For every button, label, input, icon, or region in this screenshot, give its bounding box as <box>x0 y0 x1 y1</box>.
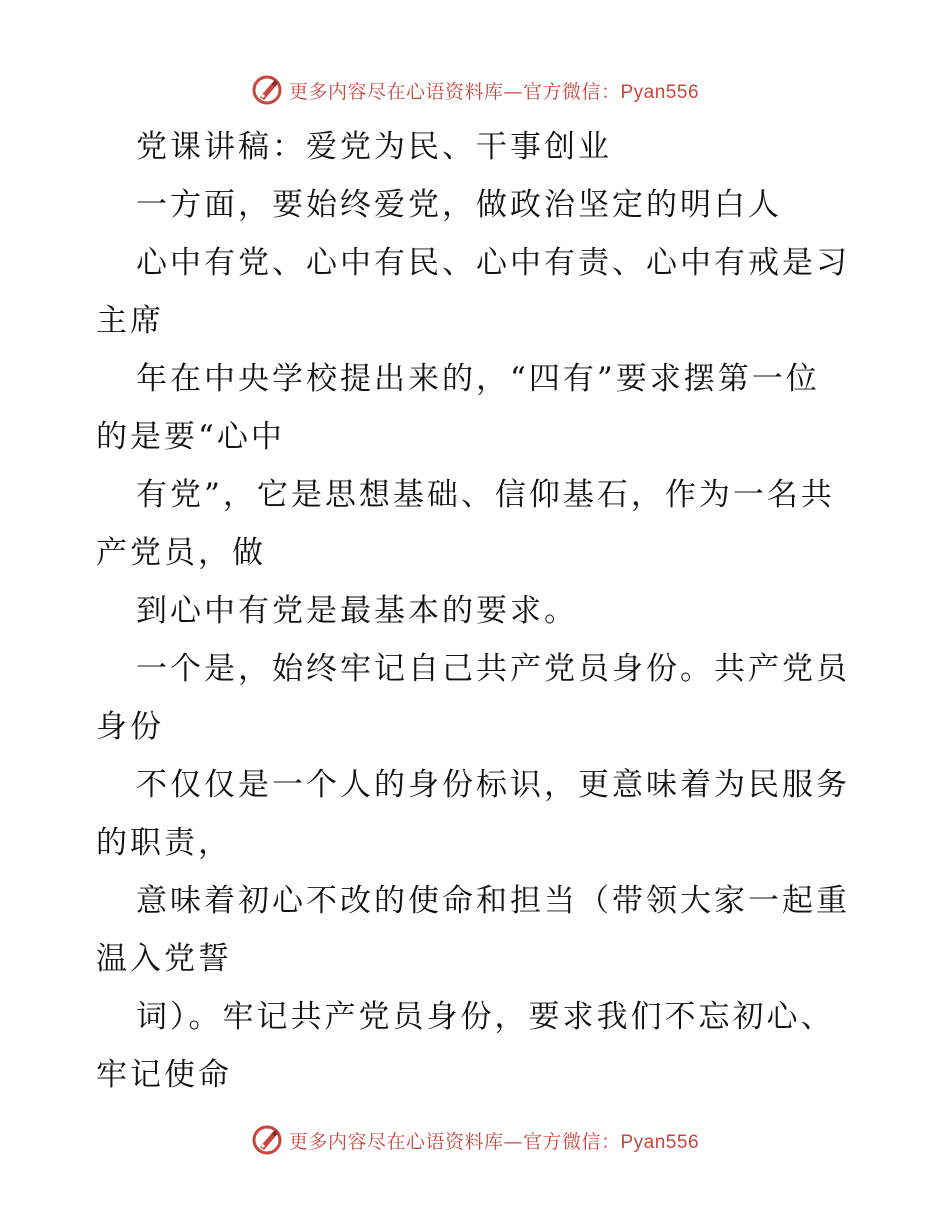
banner-text <box>289 77 699 104</box>
document-line: 一方面，要始终爱党，做政治坚定的明白人 <box>136 187 782 223</box>
document-line: 党课讲稿：爱党为民、干事创业 <box>136 129 612 165</box>
pen-nib-logo-icon <box>251 74 283 106</box>
banner-wechat-id: Pyan556 <box>620 1131 700 1153</box>
document-line: 的职责， <box>96 825 232 861</box>
document-body <box>96 118 856 1104</box>
document-line: 年在中央学校提出来的，“四有”要求摆第一位 <box>136 361 820 397</box>
document-line: 主席 <box>96 303 164 339</box>
banner-promo-text: 更多内容尽在心语资料库—官方微信： <box>288 1130 621 1153</box>
banner-text <box>289 1127 699 1154</box>
document-line: 到心中有党是最基本的要求。 <box>136 593 578 629</box>
document-line: 产党员，做 <box>96 535 266 571</box>
document-line: 不仅仅是一个人的身份标识，更意味着为民服务 <box>136 767 850 803</box>
document-line: 身份 <box>96 709 164 745</box>
document-line: 有党”，它是思想基础、信仰基石，作为一名共 <box>136 477 835 513</box>
document-line: 的是要“心中 <box>96 419 285 455</box>
document-line: 意味着初心不改的使命和担当（带领大家一起重 <box>136 883 850 919</box>
document-line: 牢记使命 <box>96 1057 232 1093</box>
footer-banner[interactable] <box>0 1120 950 1160</box>
document-line: 心中有党、心中有民、心中有责、心中有戒是习 <box>136 245 850 281</box>
pen-nib-logo-icon <box>251 1124 283 1156</box>
header-banner[interactable] <box>0 70 950 110</box>
document-line: 一个是，始终牢记自己共产党员身份。共产党员 <box>136 651 850 687</box>
banner-promo-text: 更多内容尽在心语资料库—官方微信： <box>288 80 621 103</box>
document-line: 温入党誓 <box>96 941 232 977</box>
banner-wechat-id: Pyan556 <box>620 81 700 103</box>
document-line: 词）。牢记共产党员身份，要求我们不忘初心、 <box>136 999 835 1035</box>
